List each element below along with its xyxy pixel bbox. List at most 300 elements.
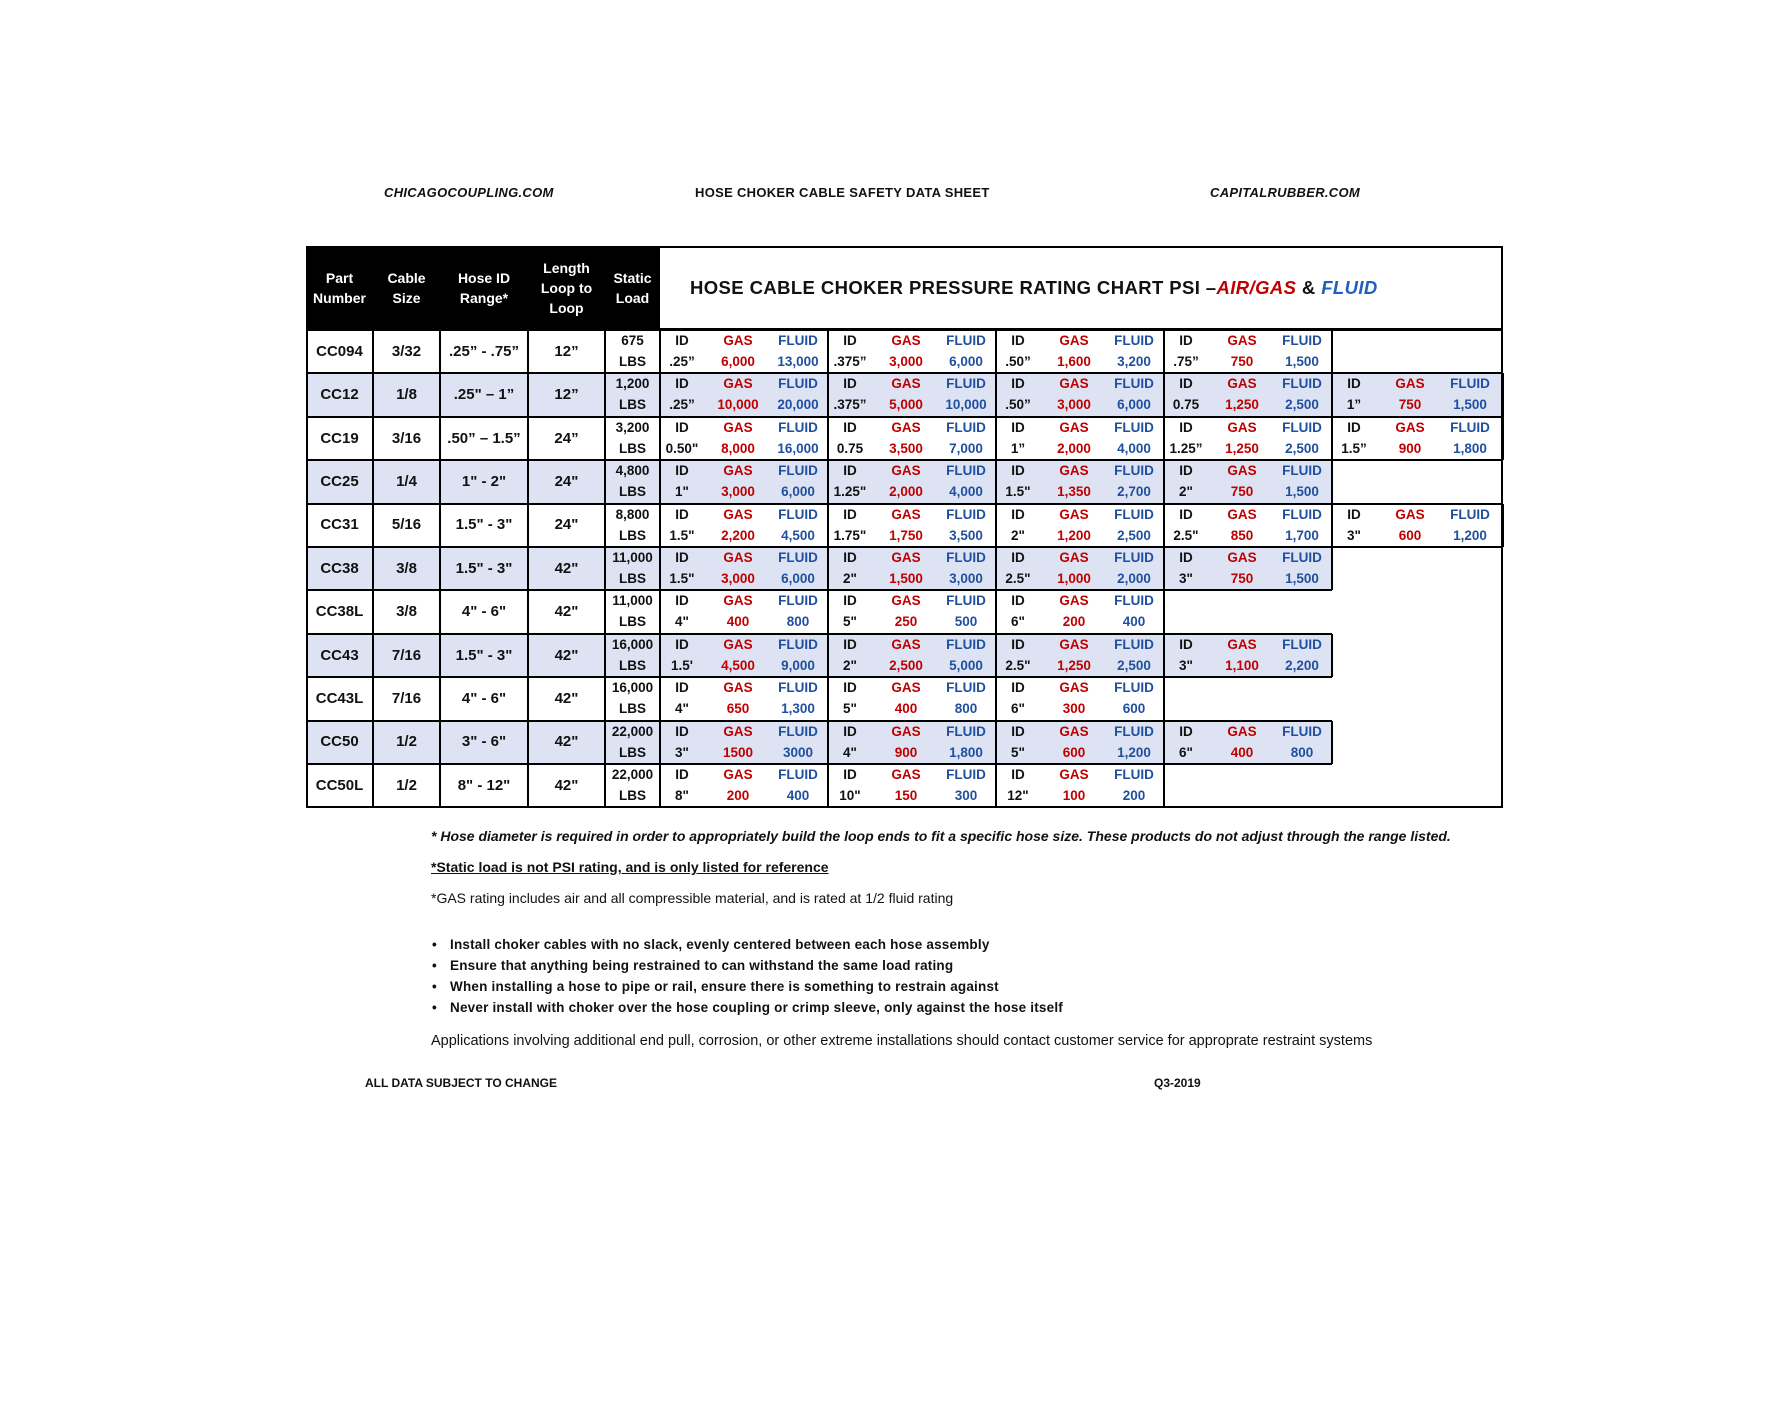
gas-psi-value: 1,100: [1225, 657, 1259, 673]
cell-border: [439, 330, 441, 373]
cable-size: 3/16: [391, 429, 422, 447]
fluid-psi-value: 300: [954, 788, 978, 803]
part-number: CC50L: [315, 776, 364, 794]
hose-id-range: 4" - 6": [461, 603, 507, 621]
cell-border: [604, 330, 606, 373]
cell-border: [604, 504, 606, 547]
gas-psi-value: 400: [726, 614, 750, 630]
gas-psi-value: 1,000: [1057, 571, 1091, 586]
part-number: CC43L: [315, 689, 364, 707]
hose-id-range: 1.5" - 3": [455, 516, 513, 534]
hose-id-value: 1.75": [833, 527, 867, 543]
static-load: 675: [621, 333, 644, 348]
gas-label: GAS: [1059, 333, 1089, 348]
gas-label: GAS: [1395, 419, 1425, 435]
id-label: ID: [1011, 376, 1025, 392]
static-load-unit: LBS: [619, 744, 646, 760]
cell-border: [439, 677, 441, 720]
fluid-psi-value: 1,500: [1285, 484, 1319, 500]
loop-length: 42": [554, 689, 579, 707]
gas-label: GAS: [891, 419, 921, 435]
cell-border: [372, 677, 374, 720]
fluid-label: FLUID: [778, 550, 818, 565]
cell-border: [527, 764, 529, 807]
loop-length: 42": [554, 646, 579, 664]
gas-label: GAS: [891, 333, 921, 348]
cell-border: [527, 547, 529, 590]
gas-psi-value: 3,000: [721, 484, 755, 500]
cell-border: [659, 417, 661, 460]
part-number: CC38L: [315, 603, 364, 621]
fluid-label: FLUID: [1450, 419, 1490, 435]
id-label: ID: [1179, 506, 1193, 522]
gas-label: GAS: [1227, 419, 1257, 435]
row-border: [306, 372, 1503, 374]
fluid-psi-value: 4,500: [781, 527, 815, 543]
id-label: ID: [675, 767, 689, 782]
id-label: ID: [1179, 463, 1193, 479]
fluid-label: FLUID: [778, 723, 818, 739]
cable-size: 3/32: [391, 342, 422, 360]
id-label: ID: [1011, 463, 1025, 479]
cell-border: [659, 547, 661, 590]
hose-id-value: 3": [675, 744, 689, 760]
gas-psi-value: 200: [1062, 614, 1086, 630]
part-number: CC19: [320, 429, 359, 447]
cell-border: [604, 721, 606, 764]
gas-label: GAS: [1059, 636, 1089, 652]
fluid-psi-value: 200: [1122, 788, 1146, 803]
hose-id-value: 1.5": [669, 571, 695, 586]
loop-length: 42": [554, 603, 579, 621]
fluid-psi-value: 400: [786, 788, 810, 803]
hose-id-value: 2.5": [1173, 527, 1199, 543]
hose-id-value: 0.50": [665, 440, 699, 456]
fluid-psi-value: 2,000: [1117, 571, 1151, 586]
gas-psi-value: 4,500: [721, 657, 755, 673]
id-label: ID: [675, 593, 689, 609]
fluid-psi-value: 6,000: [1117, 397, 1151, 413]
gas-label: GAS: [891, 767, 921, 782]
cell-border: [604, 373, 606, 416]
cell-border: [439, 417, 441, 460]
cell-border: [306, 460, 308, 503]
bullet-item: • Install choker cables with no slack, evenly centered between each hose assembly: [432, 937, 990, 952]
cell-border: [439, 504, 441, 547]
fluid-psi-value: 4,000: [1117, 440, 1151, 456]
id-label: ID: [1179, 376, 1193, 392]
gas-psi-value: 6,000: [721, 354, 755, 369]
id-label: ID: [843, 593, 857, 609]
fluid-label: FLUID: [946, 636, 986, 652]
gas-label: GAS: [1059, 506, 1089, 522]
hose-id-range: 1.5" - 3": [455, 559, 513, 577]
fluid-psi-value: 600: [1122, 701, 1146, 717]
bullet-item: • Never install with choker over the hose coupling or crimp sleeve, only against the hose itself: [432, 1000, 1063, 1015]
hose-id-value: 6": [1011, 614, 1025, 630]
cell-border: [659, 634, 661, 677]
fluid-label: FLUID: [946, 767, 986, 782]
row-border: [306, 806, 1503, 808]
row-border: [306, 720, 1332, 722]
fluid-psi-value: 13,000: [777, 354, 819, 369]
fluid-psi-value: 6,000: [781, 484, 815, 500]
id-label: ID: [843, 767, 857, 782]
cell-border: [439, 590, 441, 633]
gas-label: GAS: [891, 680, 921, 696]
hose-id-range: 4" - 6": [461, 689, 507, 707]
cell-border: [372, 721, 374, 764]
column-header: Length Loop to Loop: [528, 246, 605, 330]
gas-psi-value: 1,250: [1225, 397, 1259, 413]
hose-id-value: 1.5”: [1341, 440, 1367, 456]
cell-border: [527, 330, 529, 373]
gas-label: GAS: [723, 506, 753, 522]
id-label: ID: [1011, 550, 1025, 565]
hose-id-value: 1”: [1346, 397, 1362, 413]
gas-psi-value: 100: [1062, 788, 1086, 803]
fluid-psi-value: 1,800: [1453, 440, 1487, 456]
site-right-label: CAPITALRUBBER.COM: [1210, 185, 1361, 200]
fluid-label: FLUID: [946, 333, 986, 348]
hose-id-range: .50” – 1.5”: [447, 429, 521, 447]
id-label: ID: [843, 506, 857, 522]
hose-id-value: 1.25": [833, 484, 867, 500]
gas-psi-value: 650: [726, 701, 750, 717]
hose-id-range: .25” - .75”: [448, 342, 520, 360]
cell-border: [1331, 634, 1333, 677]
fluid-psi-value: 1,200: [1117, 744, 1151, 760]
cell-border: [306, 677, 308, 720]
cell-border: [1331, 547, 1333, 590]
cell-border: [439, 634, 441, 677]
fluid-psi-value: 9,000: [781, 657, 815, 673]
gas-label: GAS: [891, 376, 921, 392]
gas-label: GAS: [1227, 333, 1257, 348]
cell-border: [306, 721, 308, 764]
id-label: ID: [843, 376, 857, 392]
cable-size: 7/16: [391, 689, 422, 707]
cell-border: [439, 764, 441, 807]
gas-psi-value: 250: [894, 614, 918, 630]
gas-psi-value: 2,200: [721, 527, 755, 543]
loop-length: 24”: [554, 429, 579, 447]
id-label: ID: [675, 550, 689, 565]
title-main: HOSE CABLE CHOKER PRESSURE RATING CHART PSI –: [690, 277, 1217, 298]
id-label: ID: [1011, 680, 1025, 696]
row-border: [306, 546, 1503, 548]
fluid-label: FLUID: [1282, 419, 1322, 435]
id-label: ID: [1179, 550, 1193, 565]
row-border: [306, 416, 1503, 418]
bullet-item: • Ensure that anything being restrained to can withstand the same load rating: [432, 958, 954, 973]
row-border: [306, 633, 1332, 635]
gas-label: GAS: [891, 550, 921, 565]
cell-border: [1331, 330, 1333, 373]
fluid-label: FLUID: [778, 333, 818, 348]
gas-label: GAS: [891, 593, 921, 609]
gas-psi-value: 1500: [722, 744, 754, 760]
hose-id-range: 3" - 6": [461, 733, 507, 751]
fluid-label: FLUID: [946, 376, 986, 392]
cell-border: [659, 590, 661, 633]
chart-title: [660, 246, 1503, 330]
fluid-psi-value: 4,000: [949, 484, 983, 500]
static-load-unit: LBS: [619, 788, 646, 803]
hose-id-range: 1" - 2": [461, 472, 507, 490]
site-left-label: CHICAGOCOUPLING.COM: [384, 185, 554, 200]
cell-border: [527, 504, 529, 547]
column-header: Hose ID Range*: [440, 246, 528, 330]
part-number: CC38: [320, 559, 359, 577]
hose-id-value: 1.5": [669, 527, 695, 543]
cable-size: 3/8: [396, 603, 417, 621]
gas-label: GAS: [1395, 376, 1425, 392]
hose-id-value: 3": [1179, 657, 1193, 673]
gas-label: GAS: [1227, 636, 1257, 652]
fluid-psi-value: 1,800: [949, 744, 983, 760]
cell-border: [604, 417, 606, 460]
hose-id-value: 1.25”: [1169, 440, 1203, 456]
fluid-label: FLUID: [946, 680, 986, 696]
fluid-label: FLUID: [1282, 333, 1322, 348]
hose-id-value: 3": [1347, 527, 1361, 543]
gas-label: GAS: [891, 463, 921, 479]
static-load-unit: LBS: [619, 354, 646, 369]
gas-psi-value: 850: [1230, 527, 1254, 543]
id-label: ID: [843, 680, 857, 696]
gas-label: GAS: [891, 636, 921, 652]
cell-border: [306, 590, 308, 633]
fluid-psi-value: 1,500: [1285, 354, 1319, 369]
fluid-label: FLUID: [778, 767, 818, 782]
gas-psi-value: 1,200: [1057, 527, 1091, 543]
hose-id-value: .375”: [833, 397, 867, 413]
id-label: ID: [1347, 376, 1361, 392]
footer-revision: Q3-2019: [1154, 1076, 1201, 1090]
hose-id-value: 5": [843, 701, 857, 717]
cell-border: [604, 764, 606, 807]
gas-psi-value: 200: [726, 788, 750, 803]
cable-size: 1/2: [396, 733, 417, 751]
cell-border: [659, 764, 661, 807]
gas-psi-value: 3,500: [889, 440, 923, 456]
hose-id-value: 1": [675, 484, 689, 500]
fluid-label: FLUID: [1114, 593, 1154, 609]
part-number: CC43: [320, 646, 359, 664]
gas-label: GAS: [891, 723, 921, 739]
part-number: CC50: [320, 733, 359, 751]
static-load-unit: LBS: [619, 484, 646, 500]
part-number: CC25: [320, 472, 359, 490]
hose-id-value: .50”: [1005, 354, 1031, 369]
gas-psi-value: 1,750: [889, 527, 923, 543]
fluid-psi-value: 2,500: [1285, 397, 1319, 413]
cable-size: 3/8: [396, 559, 417, 577]
id-label: ID: [1011, 723, 1025, 739]
fluid-label: FLUID: [778, 376, 818, 392]
hose-id-value: .25”: [669, 397, 695, 413]
id-label: ID: [675, 680, 689, 696]
cell-border: [1331, 721, 1333, 764]
cell-border: [659, 677, 661, 720]
loop-length: 42": [554, 733, 579, 751]
cell-border: [527, 373, 529, 416]
fluid-psi-value: 2,500: [1117, 527, 1151, 543]
gas-psi-value: 750: [1230, 484, 1254, 500]
bullet-item: • When installing a hose to pipe or rail, ensure there is something to restrain against: [432, 979, 999, 994]
gas-label: GAS: [1059, 767, 1089, 782]
fluid-label: FLUID: [1114, 463, 1154, 479]
gas-label: GAS: [891, 506, 921, 522]
cell-border: [659, 330, 661, 373]
loop-length: 12”: [554, 342, 579, 360]
cable-size: 1/2: [396, 776, 417, 794]
gas-psi-value: 400: [1230, 744, 1254, 760]
fluid-psi-value: 2,200: [1285, 657, 1319, 673]
cell-border: [439, 721, 441, 764]
application-note: Applications involving additional end pull, corrosion, or other extreme installations should contact customer service for approprate restraint systems: [431, 1033, 1373, 1049]
fluid-label: FLUID: [946, 593, 986, 609]
gas-psi-value: 1,350: [1057, 484, 1091, 500]
id-label: ID: [1179, 636, 1193, 652]
cell-border: [372, 417, 374, 460]
column-header: Static Load: [605, 246, 660, 330]
fluid-psi-value: 1,300: [781, 701, 815, 717]
static-load: 8,800: [615, 506, 650, 522]
gas-psi-value: 8,000: [721, 440, 755, 456]
fluid-label: FLUID: [778, 419, 818, 435]
id-label: ID: [1011, 506, 1025, 522]
gas-label: GAS: [723, 376, 753, 392]
cell-border: [527, 721, 529, 764]
row-border: [306, 329, 1503, 331]
gas-psi-value: 750: [1230, 354, 1254, 369]
title-fluid: FLUID: [1321, 277, 1378, 298]
fluid-label: FLUID: [1450, 506, 1490, 522]
cell-border: [439, 460, 441, 503]
gas-psi-value: 2,000: [889, 484, 923, 500]
hose-id-value: 3": [1179, 571, 1193, 586]
cell-border: [306, 764, 308, 807]
fluid-label: FLUID: [1114, 680, 1154, 696]
hose-id-value: .75”: [1173, 354, 1199, 369]
gas-label: GAS: [1059, 419, 1089, 435]
fluid-label: FLUID: [1114, 636, 1154, 652]
fluid-label: FLUID: [1114, 550, 1154, 565]
cell-border: [1501, 246, 1503, 547]
static-load: 16,000: [611, 680, 654, 696]
gas-psi-value: 150: [894, 788, 918, 803]
static-load: 11,000: [612, 593, 653, 609]
cable-size: 1/4: [396, 472, 417, 490]
fluid-psi-value: 400: [1122, 614, 1146, 630]
static-load: 22,000: [611, 767, 654, 782]
hose-id-value: 2.5": [1005, 657, 1031, 673]
gas-label: GAS: [723, 463, 753, 479]
hose-id-value: 12": [1007, 788, 1029, 803]
hose-id-value: 6": [1179, 744, 1193, 760]
id-label: ID: [1179, 419, 1193, 435]
cell-border: [604, 547, 606, 590]
hose-id-value: 4": [675, 614, 689, 630]
hose-id-value: 4": [843, 744, 857, 760]
cell-border: [659, 373, 661, 416]
hose-id-value: 0.75: [1172, 397, 1200, 413]
static-load: 16,000: [611, 636, 654, 652]
gas-psi-value: 1,250: [1057, 657, 1091, 673]
fluid-label: FLUID: [778, 463, 818, 479]
hose-id-value: 2": [1011, 527, 1025, 543]
gas-psi-value: 900: [1398, 440, 1422, 456]
id-label: ID: [1347, 506, 1361, 522]
part-number: CC31: [320, 516, 359, 534]
id-label: ID: [843, 419, 857, 435]
fluid-psi-value: 7,000: [949, 440, 983, 456]
gas-label: GAS: [1059, 593, 1089, 609]
cell-border: [306, 504, 308, 547]
fluid-label: FLUID: [946, 463, 986, 479]
gas-label: GAS: [1395, 506, 1425, 522]
fluid-psi-value: 1,200: [1453, 527, 1487, 543]
id-label: ID: [843, 333, 857, 348]
hose-id-value: .50”: [1005, 397, 1031, 413]
id-label: ID: [1347, 419, 1361, 435]
fluid-label: FLUID: [1282, 636, 1322, 652]
fluid-label: FLUID: [778, 593, 818, 609]
id-label: ID: [675, 333, 689, 348]
gas-label: GAS: [723, 680, 753, 696]
hose-id-value: 5": [843, 614, 857, 630]
hose-id-range: .25" – 1”: [453, 386, 515, 404]
id-label: ID: [675, 376, 689, 392]
cell-border: [1501, 547, 1503, 807]
hose-id-value: 1”: [1010, 440, 1026, 456]
cell-border: [604, 634, 606, 677]
fluid-label: FLUID: [946, 550, 986, 565]
static-load-unit: LBS: [619, 571, 646, 586]
cell-border: [306, 373, 308, 416]
fluid-psi-value: 1,500: [1285, 571, 1319, 586]
hose-id-range: 1.5" - 3": [455, 646, 513, 664]
fluid-label: FLUID: [1282, 723, 1322, 739]
fluid-psi-value: 2,500: [1285, 440, 1319, 456]
gas-psi-value: 900: [894, 744, 918, 760]
cell-border: [659, 504, 661, 547]
gas-label: GAS: [1059, 376, 1089, 392]
gas-psi-value: 2,000: [1057, 440, 1091, 456]
gas-psi-value: 750: [1230, 571, 1254, 586]
gas-psi-value: 1,250: [1225, 440, 1259, 456]
gas-psi-value: 3,000: [1057, 397, 1091, 413]
id-label: ID: [675, 419, 689, 435]
gas-psi-value: 3,000: [889, 354, 923, 369]
fluid-label: FLUID: [1282, 376, 1322, 392]
id-label: ID: [1011, 767, 1025, 782]
fluid-label: FLUID: [1114, 419, 1154, 435]
cell-border: [372, 373, 374, 416]
fluid-psi-value: 3,500: [949, 527, 983, 543]
pressure-rating-table: [306, 246, 1503, 807]
gas-label: GAS: [1059, 723, 1089, 739]
fluid-psi-value: 3,200: [1117, 354, 1151, 369]
column-header: Part Number: [306, 246, 373, 330]
gas-psi-value: 1,600: [1057, 354, 1091, 369]
cell-border: [306, 417, 308, 460]
fluid-psi-value: 16,000: [777, 440, 819, 456]
cell-border: [372, 460, 374, 503]
gas-psi-value: 10,000: [717, 397, 759, 413]
